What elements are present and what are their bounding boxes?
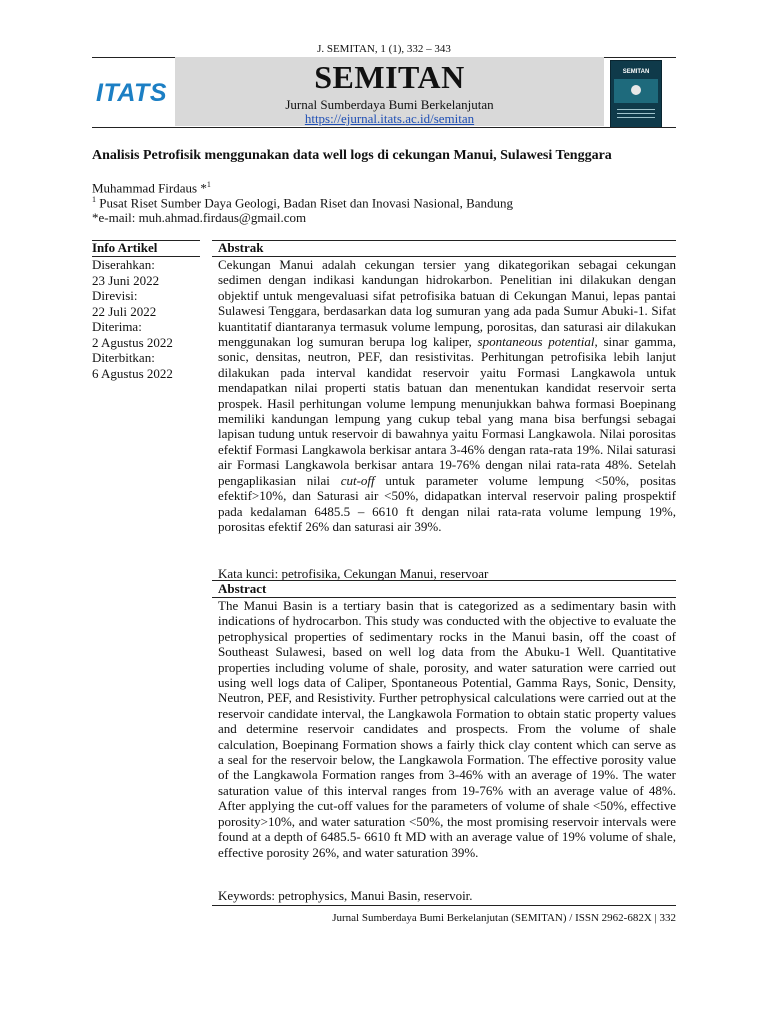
abstract-text: The Manui Basin is a tertiary basin that is categorized as a sedimentary basin with indications of hydrocarbon. This study was conducted with the objective to evaluate the petrophysical properties of sedimentary rocks in the Manui basin, off the coast of Southeast Sulawesi, based on well log data from the Abuku-1 Well. Quantitative properties including volume of shale, porosity, and water saturation were carried out using well logs data of Caliper, Spontaneous Potential, Gamma Rays, Sonic, Density, Neutron, PEF, and Resistivity. Further petrophysical calculations were carried out at the reservoir candidate interval, the Langkawola Formation to obtain static property values and determine reservoir candidates and prospects. From the volume of shale calculation, Boepinang Formation shows a fairly thick clay content which can serve as a seal for the reservoir below, the Langkawola Formation. The effective porosity value of the Langkawola Formation ranges from 3-46% with an average of 19%. The water saturation value of this interval ranges from 19-76% with an average value of 48%. After applying the cut-off values for the parameters of volume of shale <50%, effective porosity>10%, and water saturation <50%, the most promising reservoir intervals were found at a depth of 6485.5- 6610 ft MD with an average value of 19% volume of shale, effective porosity 26%, and water saturation 39%. xyxy=(218,598,676,860)
abstrak-keywords: Kata kunci: petrofisika, Cekungan Manui, reservoar xyxy=(218,566,489,581)
page-footer: Jurnal Sumberdaya Bumi Berkelanjutan (SEMITAN) / ISSN 2962-682X | 332 xyxy=(332,912,676,924)
info-item: 6 Agustus 2022 xyxy=(92,365,173,381)
header-rule-bottom xyxy=(92,127,676,128)
abstrak-text xyxy=(218,257,676,534)
journal-cover-image xyxy=(610,60,662,128)
abstrak-italic-term: spontaneous potential xyxy=(477,334,595,350)
info-list xyxy=(92,257,173,381)
article-affiliation xyxy=(92,195,513,211)
abstract-keywords: Keywords: petrophysics, Manui Basin, reservoir. xyxy=(218,888,473,903)
info-item: 22 Juli 2022 xyxy=(92,303,157,319)
abstrak-text-part: untuk parameter volume lempung <50%, positas efektif>10%, dan Saturasi air <50%, didapatkan interval reservoir paling prospektif pada kedalaman 6485.5 – 6610 ft dengan nilai rata-rata volume lempung 19%, porositas efektif 26% dan saturasi air 39%. xyxy=(218,472,676,534)
info-item: Diterima: xyxy=(92,319,142,334)
author-superscript: 1 xyxy=(206,180,211,189)
cover-label: SEMITAN xyxy=(622,69,650,75)
cover-line xyxy=(617,113,655,114)
article-author xyxy=(92,180,211,196)
cover-line xyxy=(617,109,655,110)
abstrak-italic-term: cut-off xyxy=(340,472,375,488)
info-heading: Info Artikel xyxy=(92,240,158,255)
info-item: Direvisi: xyxy=(92,288,138,303)
info-item: 2 Agustus 2022 xyxy=(92,334,173,350)
journal-subtitle: Jurnal Sumberdaya Bumi Berkelanjutan xyxy=(285,97,494,112)
abstrak-text-part: Cekungan Manui adalah cekungan tersier yang dikategorikan sebagai cekungan sedimen dengan indikasi kandungan hidrokarbon. Penelitian ini dilakukan dengan objektif untuk mengevaluasi sifat petrofisika batuan di Cekungan Manui, lepas pantai Sulawesi Tenggara, berdasarkan data log sumuran yang ada pada Sumur Abuki-1. Sifat kuantitatif diantaranya termasuk volume lempung, porositas, dan saturasi air dilakukan menggunakan log sumuran berupa log kaliper, xyxy=(218,257,676,350)
journal-title: SEMITAN xyxy=(314,59,465,95)
cover-emblem-icon xyxy=(631,85,641,95)
abstract-rule-top xyxy=(212,580,676,581)
info-item: Diserahkan: xyxy=(92,257,155,272)
abstrak-rule-top xyxy=(212,240,676,241)
affiliation-text: Pusat Riset Sumber Daya Geologi, Badan Riset dan Inovasi Nasional, Bandung xyxy=(99,195,514,211)
author-name: Muhammad Firdaus * xyxy=(92,180,207,196)
abstrak-text-part: , sinar gamma, sonic, densitas, neutron, PEF, dan resistivitas. Perhitungan petrofisika lebih lanjut dilakukan pada interval kandidat reservoir yaitu Formasi Langkawola untuk mendapatkan nilai properti statis batuan dan menentukan kandidat reservoir serta prospek. Hasil perhitungan volume lempung menunjukkan bahwa formasi Boepinang memiliki kandungan lempung yang cukup tebal yang mana bisa berfungsi sebagai lapisan tudung untuk reservoir di bawahnya yaitu Formasi Langkawola. Nilai porositas efektif Formasi Langkawola berkisar antara 3-46% dengan rata-rata 19%. Nilai saturasi air Formasi Langkawola berkisar antara 19-76% dengan nilai rata-rata 48%. Setelah pengaplikasian nilai xyxy=(218,334,677,488)
journal-citation: J. SEMITAN, 1 (1), 332 – 343 xyxy=(317,43,451,55)
article-email: *e-mail: muh.ahmad.firdaus@gmail.com xyxy=(92,210,307,225)
abstrak-heading: Abstrak xyxy=(218,240,264,255)
article-title: Analisis Petrofisik menggunakan data well logs di cekungan Manui, Sulawesi Tenggara xyxy=(92,148,612,163)
affiliation-superscript: 1 xyxy=(92,195,96,204)
journal-url-link[interactable]: https://ejurnal.itats.ac.id/semitan xyxy=(304,111,475,126)
info-item: Diterbitkan: xyxy=(92,350,155,365)
abstract-rule-bottom-end xyxy=(212,905,676,906)
cover-line xyxy=(617,117,655,118)
itats-logo: ITATS xyxy=(96,79,168,107)
info-item: 23 Juni 2022 xyxy=(92,272,160,288)
abstract-heading: Abstract xyxy=(218,581,267,596)
